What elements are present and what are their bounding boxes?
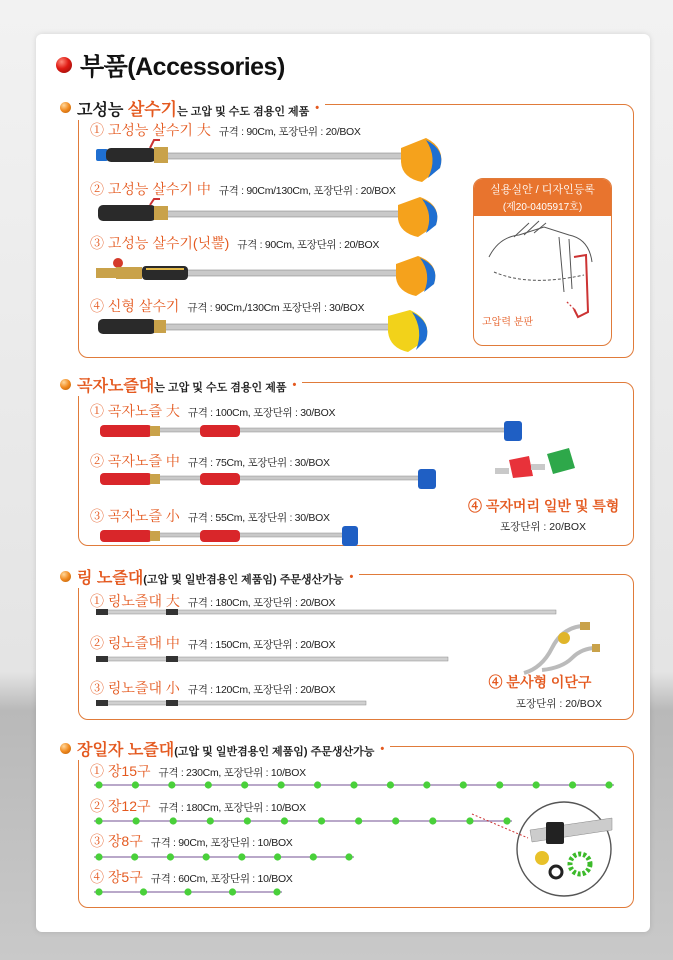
nozzle-tip — [132, 817, 139, 824]
nozzle-tip — [167, 853, 174, 860]
spray-double-head-label: ④ 분사형 이단구 포장단위 : 20/BOX — [488, 674, 602, 710]
nozzle-tip — [605, 781, 612, 788]
product-item: ② 링노즐대 中 규격 : 150Cm, 포장단위 : 20/BOX — [90, 635, 336, 651]
ring-nozzle-small-image — [96, 698, 368, 708]
nozzle-tip — [168, 781, 175, 788]
product-item: ① 장15구 규격 : 230Cm, 포장단위 : 10/BOX — [90, 763, 306, 779]
long-nozzle-15-image — [94, 778, 616, 792]
nozzle-tip — [273, 888, 280, 895]
nozzle-tip — [423, 781, 430, 788]
nozzle-tip — [281, 817, 288, 824]
ring-nozzle-large-image — [96, 607, 558, 617]
nozzle-tip — [184, 888, 191, 895]
product-item: ③ 링노즐대 小 규격 : 120Cm, 포장단위 : 20/BOX — [90, 680, 336, 696]
nozzle-tip — [460, 781, 467, 788]
product-item: ③ 곡자노즐 小 규격 : 55Cm, 포장단위 : 30/BOX — [90, 508, 330, 524]
nozzle-tip — [496, 781, 503, 788]
nozzle-tip — [350, 781, 357, 788]
product-item: ③ 장8구 규격 : 90Cm, 포장단위 : 10/BOX — [90, 833, 293, 849]
orange-ball-icon — [60, 571, 71, 582]
nozzle-tip — [95, 781, 102, 788]
nozzle-tip — [278, 781, 285, 788]
nozzle-tip — [355, 817, 362, 824]
orange-ball-icon — [60, 743, 71, 754]
spray-double-head-image — [522, 608, 602, 678]
page-title: 부품(Accessories) — [56, 47, 285, 83]
nozzle-tip — [244, 817, 251, 824]
red-ball-icon — [56, 57, 72, 73]
nozzle-tip — [241, 781, 248, 788]
section-long-nozzle-header: 장일자 노즐대(고압 및 일반겸용인 제품임) 주문생산가능 • — [58, 737, 390, 760]
long-nozzle-12-image — [94, 814, 514, 828]
nozzle-tip — [95, 817, 102, 824]
nozzle-tip — [140, 888, 147, 895]
nozzle-tip — [207, 817, 214, 824]
bent-nozzle-small-image — [100, 522, 360, 550]
bullet-dot: • — [315, 101, 320, 114]
product-item: ④ 신형 살수기 규격 : 90Cm,/130Cm 포장단위 : 30/BOX — [90, 298, 365, 314]
nozzle-tip — [95, 888, 102, 895]
nozzle-tip — [131, 853, 138, 860]
product-item: ② 곡자노즐 中 규격 : 75Cm, 포장단위 : 30/BOX — [90, 453, 330, 469]
leader-line — [470, 812, 530, 842]
product-item: ④ 장5구 규격 : 60Cm, 포장단위 : 10/BOX — [90, 869, 293, 885]
nozzle-tip — [274, 853, 281, 860]
orange-ball-icon — [60, 102, 71, 113]
orange-ball-icon — [60, 379, 71, 390]
nozzle-tip — [318, 817, 325, 824]
nozzle-tip — [205, 781, 212, 788]
ring-nozzle-medium-image — [96, 654, 450, 664]
nozzle-tip — [533, 781, 540, 788]
nozzle-tip — [314, 781, 321, 788]
product-item: ① 고성능 살수기 大 규격 : 90Cm, 포장단위 : 20/BOX — [90, 122, 361, 138]
nozzle-tip — [132, 781, 139, 788]
bent-head-image — [495, 446, 579, 484]
nozzle-tip — [95, 853, 102, 860]
nozzle-tip — [392, 817, 399, 824]
section-bent-nozzle-header: 곡자노즐대는 고압 및 수도 겸용인 제품 • — [58, 373, 302, 396]
nozzle-tip — [387, 781, 394, 788]
nozzle-tip — [569, 781, 576, 788]
product-item: ② 고성능 살수기 中 규격 : 90Cm/130Cm, 포장단위 : 20/BOX — [90, 181, 396, 197]
nozzle-tip — [310, 853, 317, 860]
sprinkler-new-image — [98, 310, 438, 354]
section-sprinkler-header: 고성능 살수기는 고압 및 수도 겸용인 제품 • — [58, 95, 325, 120]
bent-head-label: ④ 곡자머리 일반 및 특형 포장단위 : 20/BOX — [468, 498, 620, 533]
nozzle-tip — [345, 853, 352, 860]
sprinkler-nipple-image — [96, 254, 446, 300]
nozzle-tip — [203, 853, 210, 860]
bent-nozzle-large-image — [100, 417, 530, 445]
product-item: ② 장12구 규격 : 180Cm, 포장단위 : 10/BOX — [90, 798, 306, 814]
product-item: ③ 고성능 살수기(닛뿔) 규격 : 90Cm, 포장단위 : 20/BOX — [90, 235, 380, 251]
product-item: ① 곡자노즐 大 규격 : 100Cm, 포장단위 : 30/BOX — [90, 403, 336, 419]
nozzle-tip — [238, 853, 245, 860]
rod-line — [94, 820, 512, 822]
long-nozzle-5-image — [94, 885, 284, 899]
bent-nozzle-medium-image — [100, 465, 440, 493]
product-item: ① 링노즐대 大 규격 : 180Cm, 포장단위 : 20/BOX — [90, 593, 336, 609]
nozzle-tip — [229, 888, 236, 895]
section-ring-nozzle-header: 링 노즐대(고압 및 일반겸용인 제품임) 주문생산가능 • — [58, 565, 359, 588]
nozzle-tip — [170, 817, 177, 824]
nozzle-tip — [429, 817, 436, 824]
long-nozzle-8-image — [94, 850, 356, 864]
design-registration-box: 실용실안 / 디자인등록 (제20-0405917호) 고압력 분판 — [473, 178, 612, 346]
